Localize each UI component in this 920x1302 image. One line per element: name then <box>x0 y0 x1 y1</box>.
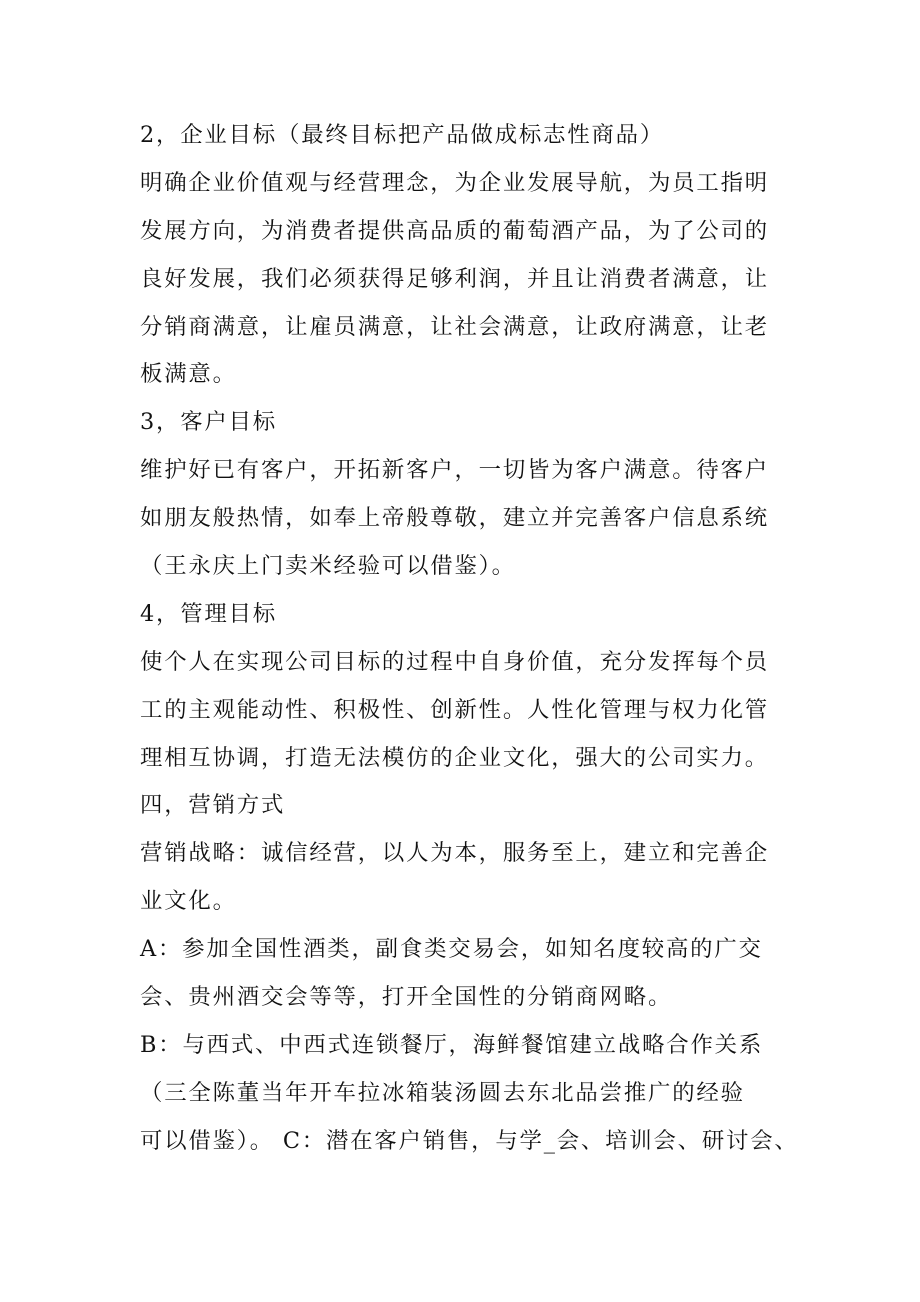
text-line: 良好发展，我们必须获得足够利润，并且让消费者满意，让 <box>140 265 769 292</box>
text-line: 板满意。 <box>140 361 237 388</box>
text-line: 2，企业目标（最终目标把产品做成标志性商品） <box>140 122 665 148</box>
text-line: 4，管理目标 <box>140 600 277 627</box>
text-line: 使个人在实现公司目标的过程中自身价值，充分发挥每个员 <box>140 648 769 675</box>
text-line: 明确企业价值观与经营理念，为企业发展导航，为员工指明 <box>140 169 769 196</box>
text-line: B：与西式、中西式连锁餐厅，海鲜餐馆建立战略合作关系 <box>140 1031 764 1058</box>
text-line: 四，营销方式 <box>140 792 286 819</box>
text-line: 会、贵州酒交会等等，打开全国性的分销商网略。 <box>140 984 673 1011</box>
text-line: 工的主观能动性、积极性、创新性。人性化管理与权力化管 <box>140 696 769 723</box>
text-line: （三全陈董当年开车拉冰箱装汤圆去东北品尝推广的经验 <box>140 1079 745 1106</box>
document-body <box>140 112 799 1166</box>
text-line: 发展方向，为消费者提供高品质的葡萄酒产品，为了公司的 <box>140 217 769 244</box>
text-line: 分销商满意，让雇员满意，让社会满意，让政府满意，让老 <box>140 313 769 340</box>
text-line: 如朋友般热情，如奉上帝般尊敬，建立并完善客户信息系统 <box>140 505 769 532</box>
text-line: 理相互协调，打造无法模仿的企业文化，强大的公司实力。 <box>140 744 769 771</box>
text-line: A：参加全国性酒类，副食类交易会，如知名度较高的广交 <box>140 936 763 963</box>
text-line: 3，客户目标 <box>140 409 277 436</box>
text-line: 维护好已有客户，开拓新客户，一切皆为客户满意。待客户 <box>140 457 769 484</box>
text-line: （王永庆上门卖米经验可以借鉴）。 <box>140 553 516 580</box>
text-line: 可以借鉴）。 C：潜在客户销售，与学_会、培训会、研讨会、 <box>140 1127 799 1154</box>
text-line: 业文化。 <box>140 888 237 915</box>
text-line: 营销战略：诚信经营，以人为本，服务至上，建立和完善企 <box>140 840 769 867</box>
